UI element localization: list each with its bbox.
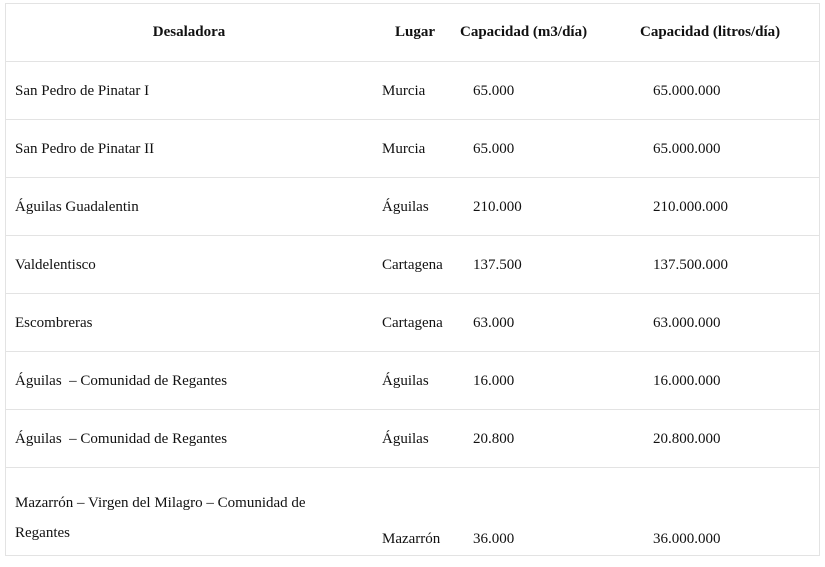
cell-desaladora: Valdelentisco [6, 236, 372, 294]
cell-capacidad-litros: 16.000.000 [638, 352, 819, 410]
cell-desaladora: Águilas – Comunidad de Regantes [6, 352, 372, 410]
cell-capacidad-litros: 65.000.000 [638, 120, 819, 178]
cell-capacidad-m3: 137.500 [458, 236, 638, 294]
header-capacidad-litros: Capacidad (litros/día) [638, 4, 819, 62]
table-header-row [6, 4, 819, 62]
desalination-table [6, 4, 819, 567]
cell-capacidad-m3: 20.800 [458, 410, 638, 468]
cell-desaladora: Mazarrón – Virgen del Milagro – Comunidad de Regantes [6, 468, 372, 567]
table-row [6, 352, 819, 410]
header-capacidad-m3: Capacidad (m3/día) [458, 4, 638, 62]
cell-desaladora: Escombreras [6, 294, 372, 352]
cell-capacidad-litros: 36.000.000 [638, 468, 819, 567]
desalination-table-container [5, 3, 820, 556]
cell-lugar: Cartagena [372, 294, 458, 352]
cell-capacidad-litros: 63.000.000 [638, 294, 819, 352]
cell-desaladora: Águilas – Comunidad de Regantes [6, 410, 372, 468]
cell-desaladora: Águilas Guadalentin [6, 178, 372, 236]
cell-capacidad-litros: 20.800.000 [638, 410, 819, 468]
cell-capacidad-litros: 210.000.000 [638, 178, 819, 236]
table-row [6, 178, 819, 236]
cell-lugar: Murcia [372, 62, 458, 120]
table-row [6, 236, 819, 294]
cell-capacidad-m3: 210.000 [458, 178, 638, 236]
cell-lugar: Cartagena [372, 236, 458, 294]
table-row [6, 294, 819, 352]
cell-capacidad-m3: 16.000 [458, 352, 638, 410]
cell-capacidad-m3: 65.000 [458, 62, 638, 120]
table-row [6, 410, 819, 468]
table-row [6, 468, 819, 567]
cell-lugar: Águilas [372, 410, 458, 468]
cell-lugar: Águilas [372, 178, 458, 236]
cell-capacidad-m3: 65.000 [458, 120, 638, 178]
cell-desaladora: San Pedro de Pinatar I [6, 62, 372, 120]
cell-lugar: Águilas [372, 352, 458, 410]
header-lugar: Lugar [372, 4, 458, 62]
cell-capacidad-m3: 36.000 [458, 468, 638, 567]
cell-capacidad-litros: 65.000.000 [638, 62, 819, 120]
cell-capacidad-m3: 63.000 [458, 294, 638, 352]
table-row [6, 62, 819, 120]
cell-capacidad-litros: 137.500.000 [638, 236, 819, 294]
header-desaladora: Desaladora [6, 4, 372, 62]
cell-lugar: Murcia [372, 120, 458, 178]
table-row [6, 120, 819, 178]
cell-lugar: Mazarrón [372, 468, 458, 567]
cell-desaladora: San Pedro de Pinatar II [6, 120, 372, 178]
